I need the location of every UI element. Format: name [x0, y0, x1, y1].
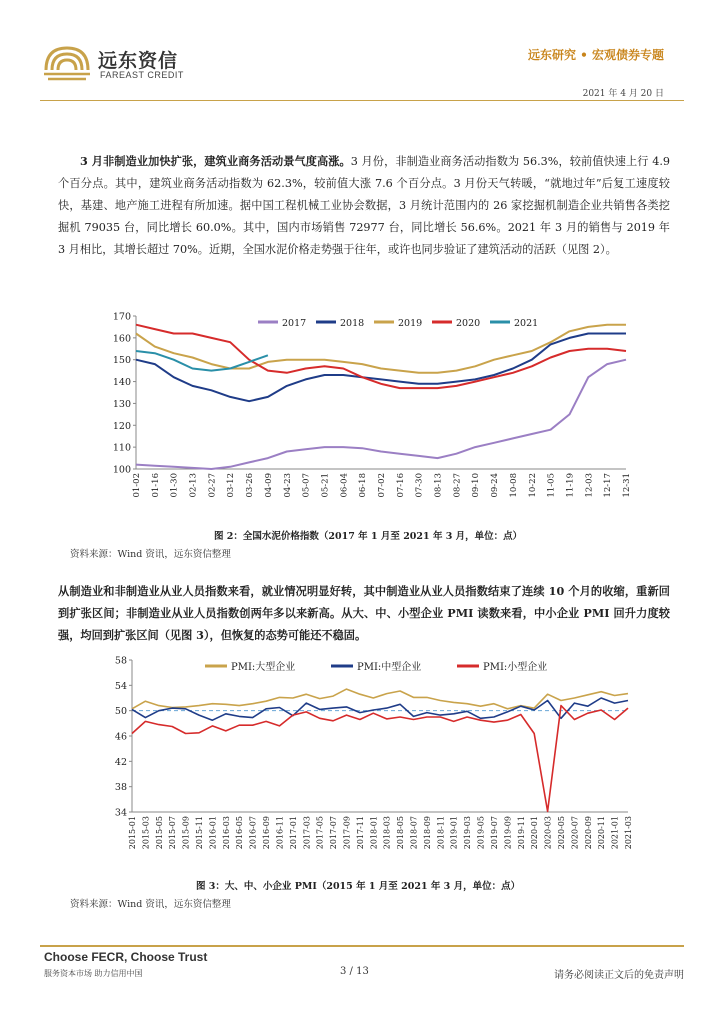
x-tick-label: 2018-05	[396, 816, 406, 850]
x-tick-label: 04-23	[282, 473, 293, 498]
x-tick-label: 01-16	[150, 473, 161, 498]
y-tick-label: 120	[112, 420, 131, 432]
x-tick-label: 02-27	[207, 473, 218, 498]
x-tick-label: 11-19	[565, 473, 576, 498]
x-tick-label: 2018-01	[369, 816, 379, 850]
paragraph-2: 从制造业和非制造业从业人员指数来看，就业情况明显好转，其中制造业从业人员指数结束了连续 10 个月的收缩，重新回到扩张区间；非制造业从业人员指数创两年多以来新高。从大、中、小型企业 PMI 读数来看，中小企业 PMI 回升力度较强，均回到扩张区间（见图 3），但恢复的态势可能还不稳固。	[58, 584, 670, 642]
y-tick-label: 140	[112, 377, 131, 389]
x-tick-label: 2020-07	[570, 816, 580, 850]
y-tick-label: 46	[114, 731, 127, 743]
y-tick-label: 54	[114, 680, 127, 692]
y-tick-label: 34	[114, 807, 127, 819]
header-divider	[40, 100, 684, 101]
x-tick-label: 08-27	[452, 473, 463, 498]
x-tick-label: 07-02	[377, 473, 387, 498]
x-tick-label: 2018-11	[436, 816, 446, 850]
x-tick-label: 2021-01	[610, 816, 620, 850]
y-tick-label: 160	[112, 333, 131, 345]
y-tick-label: 58	[114, 655, 127, 667]
x-tick-label: 06-04	[339, 473, 350, 498]
x-tick-label: 12-03	[584, 473, 595, 498]
x-tick-label: 2019-11	[516, 816, 526, 850]
fareast-logo-icon	[42, 40, 92, 84]
x-tick-label: 2016-01	[208, 816, 218, 850]
x-tick-label: 2015-11	[195, 816, 205, 850]
x-tick-label: 2015-03	[141, 816, 151, 850]
y-tick-label: 50	[114, 706, 127, 718]
report-date: 2021 年 4 月 20 日	[582, 89, 664, 99]
cement-price-chart	[100, 306, 640, 520]
x-tick-label: 12-17	[603, 472, 614, 498]
x-tick-label: 01-02	[132, 473, 142, 498]
x-tick-label: 2020-03	[543, 816, 553, 850]
x-tick-label: 2017-11	[355, 816, 365, 850]
legend-label: 2021	[514, 318, 539, 329]
y-tick-label: 150	[112, 355, 131, 367]
x-tick-label: 2020-01	[530, 816, 540, 850]
x-tick-label: 09-10	[471, 473, 482, 498]
x-tick-label: 10-22	[527, 473, 538, 498]
logo-english: FAREAST CREDIT	[100, 70, 184, 80]
x-tick-label: 2017-03	[302, 816, 312, 850]
x-tick-label: 2019-07	[489, 816, 499, 850]
figure-3-source: 资料来源：Wind 资讯，远东资信整理	[70, 899, 231, 910]
legend-label: 2018	[340, 318, 365, 329]
paragraph-1-body: 3 月份，非制造业商务活动指数为 56.3%，较前值快速上行 4.9 个百分点。其中，建筑业商务活动指数为 62.3%，较前值大涨 7.6 个百分点。3 月份天气转暖，“就地过年”后复工速度较快，基建、地产施工进程有所加速。据中国工程机械工业协会数据，3 月统计范围内的 26 家挖掘机制造企业共销售各类挖掘机 79035 台，同比增长 60.0%。其中，国内市场销售 72977 台，同比增长 56.6%。2021 年 3 月的销售与 2019 年 3 月相比，其增长超过 70%。近期，全国水泥价格走势强于往年，或许也同步验证了建筑活动的活跃（见图 2）。	[58, 155, 670, 256]
x-tick-label: 2019-05	[476, 816, 486, 850]
figure-2-source: 资料来源：Wind 资讯，远东资信整理	[70, 549, 231, 560]
x-tick-label: 2018-07	[409, 816, 419, 850]
legend-label: PMI:中型企业	[357, 662, 422, 673]
x-tick-label: 2018-03	[382, 816, 392, 850]
x-tick-label: 07-16	[395, 473, 406, 498]
x-tick-label: 2017-01	[288, 816, 298, 850]
y-tick-label: 38	[114, 782, 127, 794]
series-line-PMI:大型企业	[132, 689, 628, 709]
x-tick-label: 09-24	[490, 473, 501, 498]
section-title: 远东研究 • 宏观债券专题	[527, 48, 664, 62]
footer-divider	[40, 945, 684, 947]
x-tick-label: 02-13	[188, 473, 199, 498]
y-tick-label: 170	[112, 311, 131, 323]
pmi-by-size-chart	[100, 650, 640, 860]
x-tick-label: 2019-03	[463, 816, 473, 850]
legend-label: 2019	[398, 318, 423, 329]
y-tick-label: 110	[112, 442, 131, 454]
paragraph-1	[58, 150, 670, 261]
footer-slogan: Choose FECR, Choose Trust	[44, 950, 208, 964]
x-tick-label: 03-26	[245, 473, 256, 498]
page-number: 3 / 13	[340, 966, 369, 977]
x-tick-label: 2016-09	[262, 816, 272, 850]
x-tick-label: 05-21	[320, 473, 331, 498]
x-tick-label: 2017-05	[315, 816, 325, 850]
x-tick-label: 2015-09	[181, 816, 191, 850]
x-tick-label: 2016-05	[235, 816, 245, 850]
x-tick-label: 2020-09	[583, 816, 593, 850]
x-tick-label: 08-13	[433, 473, 444, 498]
x-tick-label: 2017-09	[342, 816, 352, 850]
paragraph-1-lead: 3 月非制造业加快扩张，建筑业商务活动景气度高涨。	[80, 154, 351, 168]
x-tick-label: 12-31	[622, 473, 632, 498]
legend-label: PMI:小型企业	[483, 662, 548, 673]
legend-label: 2020	[456, 318, 481, 329]
x-tick-label: 2016-11	[275, 816, 285, 850]
x-tick-label: 07-30	[414, 473, 425, 498]
figure-2-caption: 图 2：全国水泥价格指数（2017 年 1 月至 2021 年 3 月，单位：点）	[214, 531, 523, 542]
x-tick-label: 2015-01	[128, 816, 137, 850]
logo-name: 远东资信	[98, 50, 179, 72]
series-line-2017	[136, 360, 626, 469]
x-tick-label: 2020-11	[597, 816, 607, 850]
legend-label: 2017	[282, 318, 307, 329]
x-tick-label: 04-09	[263, 473, 274, 498]
footer-subtitle: 服务资本市场 助力信用中国	[44, 969, 143, 978]
x-tick-label: 11-05	[546, 473, 557, 498]
y-tick-label: 100	[112, 464, 131, 476]
x-tick-label: 2021-03	[624, 816, 633, 850]
figure-3-caption: 图 3：大、中、小企业 PMI（2015 年 1 月至 2021 年 3 月，单位：点）	[196, 881, 521, 892]
y-tick-label: 42	[114, 756, 127, 768]
x-tick-label: 03-12	[226, 473, 237, 498]
x-tick-label: 2019-09	[503, 816, 513, 850]
x-tick-label: 05-07	[301, 473, 312, 498]
x-tick-label: 2020-05	[556, 816, 566, 850]
series-line-2018	[136, 334, 626, 402]
x-tick-label: 2016-03	[221, 816, 231, 850]
x-tick-label: 2019-01	[449, 816, 459, 850]
x-tick-label: 10-08	[508, 473, 519, 498]
disclaimer-note: 请务必阅读正文后的免责声明	[554, 970, 684, 981]
x-tick-label: 2015-07	[168, 816, 178, 850]
x-tick-label: 01-30	[169, 473, 180, 498]
x-tick-label: 2018-09	[422, 816, 432, 850]
series-line-2019	[136, 325, 626, 373]
x-tick-label: 2016-07	[248, 816, 258, 850]
y-tick-label: 130	[112, 398, 131, 410]
x-tick-label: 2017-07	[329, 816, 339, 850]
series-line-PMI:小型企业	[132, 706, 628, 812]
x-tick-label: 06-18	[358, 473, 369, 498]
x-tick-label: 2015-05	[154, 816, 164, 850]
legend-label: PMI:大型企业	[231, 662, 296, 673]
